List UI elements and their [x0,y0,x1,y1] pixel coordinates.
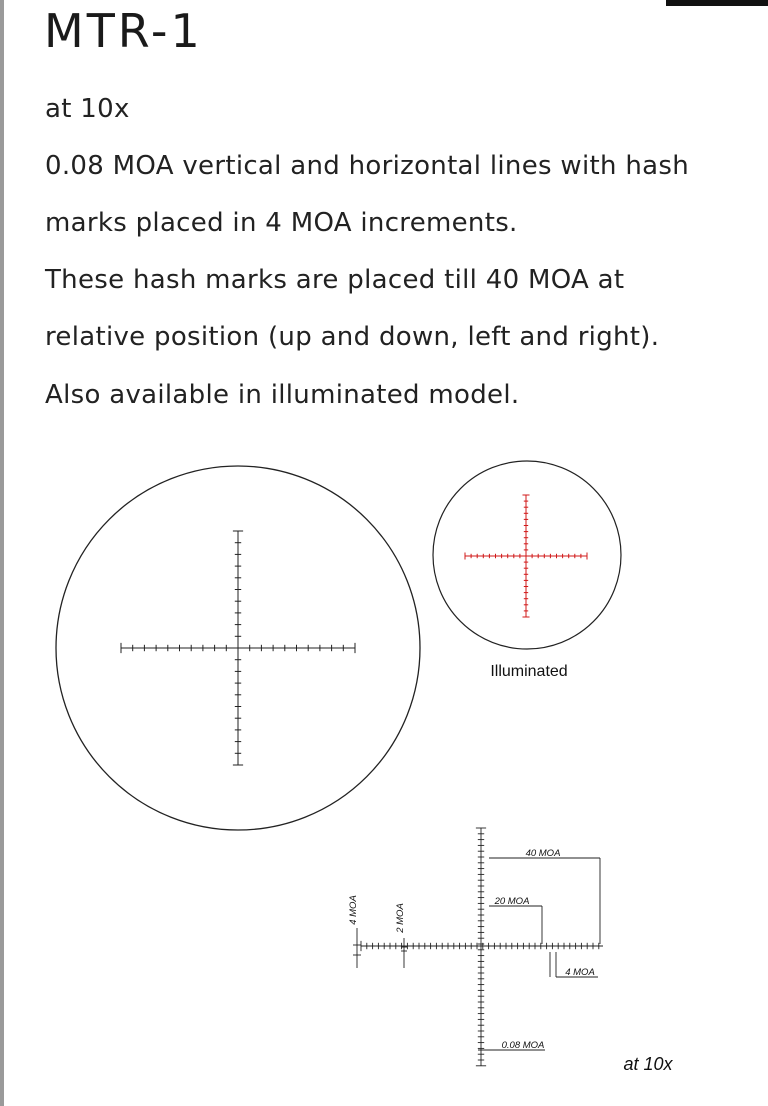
label-4-moa-vertical: 4 MOA [348,895,359,925]
illuminated-reticle-diagram [433,461,621,680]
description-line-3: marks placed in 4 MOA increments. [45,208,518,238]
label-008-moa: 0.08 MOA [501,1040,545,1051]
illuminated-reticle-crosshair [465,495,587,617]
page-title: MTR-1 [44,4,203,58]
illuminated-label: Illuminated [490,663,568,680]
label-2-moa-vertical: 2 MOA [395,903,406,933]
reticle-detail-diagram [348,828,674,1074]
description-line-6: Also available in illuminated model. [45,380,520,410]
description-line-4: These hash marks are placed till 40 MOA at [45,265,625,295]
detail-crosshair [361,828,603,1066]
label-40-moa: 40 MOA [525,848,561,859]
label-20-moa: 20 MOA [494,896,530,907]
main-reticle-diagram [56,466,420,830]
magnification-note: at 10x [623,1054,673,1074]
main-reticle-crosshair [121,531,355,765]
illuminated-scope-circle [433,461,621,649]
description-line-2: 0.08 MOA vertical and horizontal lines with hash [45,151,689,181]
label-4-moa-horizontal: 4 MOA [565,967,595,978]
description-line-1: at 10x [45,94,130,124]
description-line-5: relative position (up and down, left and right). [45,322,660,352]
